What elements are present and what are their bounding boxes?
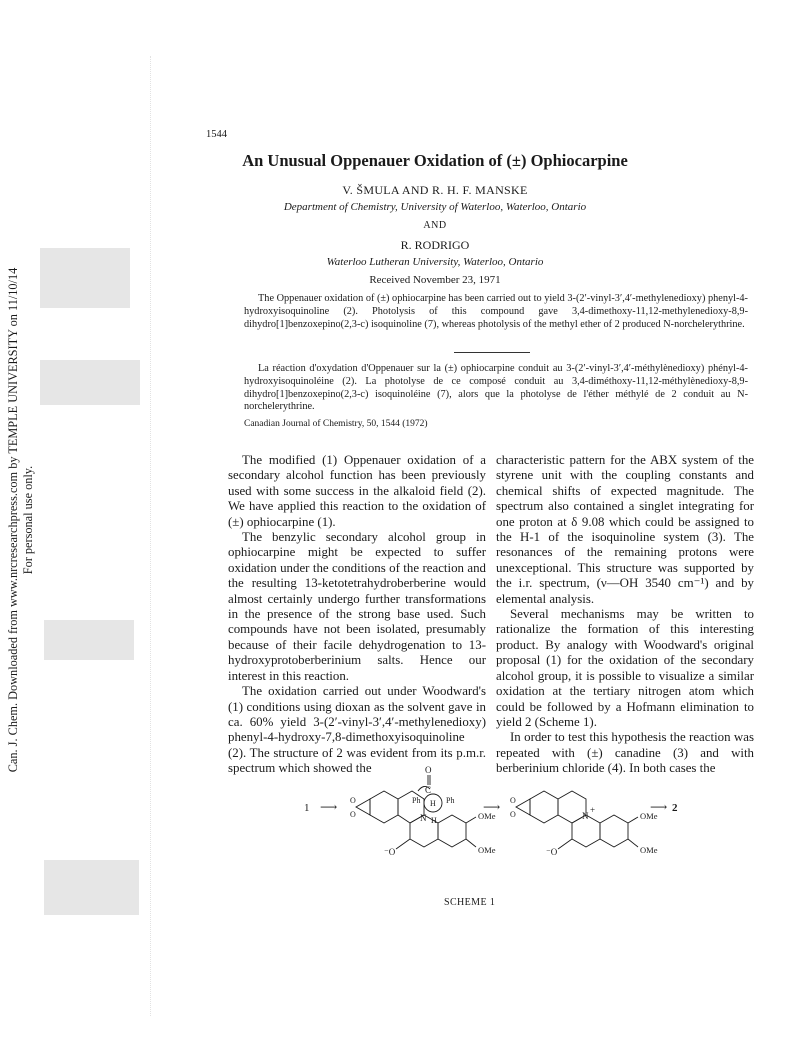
authors-line-1: V. ŠMULA AND R. H. F. MANSKE [342, 183, 528, 197]
benzene-ring [530, 791, 558, 823]
page-number: 1544 [206, 129, 227, 140]
scheme-1-diagram [290, 765, 690, 892]
received-date: Received November 23, 1971 [369, 274, 501, 286]
authors-line-2: R. RODRIGO [400, 238, 470, 252]
methoxy-bond [628, 817, 638, 823]
scheme-caption: SCHEME 1 [444, 897, 496, 908]
scan-speck [44, 860, 139, 915]
nitrogen-atom: N [420, 813, 427, 823]
body-paragraph: The oxidation carried out under Woodward's (1) conditions using dioxan as the solvent gave in ca. 60% yield 3-(2′-vinyl-3′,4′-methylenedioxy) phenyl-4-hydroxy-7,8-dimethoxyisoquinoline (2). The structure of 2 was evident from its p.m.r. spectrum which showed the [228, 684, 486, 776]
methoxy-label: OMe [640, 811, 658, 821]
methoxy-label: OMe [478, 845, 496, 855]
abstract-french: La réaction d'oxydation d'Oppenauer sur la (±) ophiocarpine conduit au 3-(2′-vinyl-3′,4′-méthylènedioxy) phényl-4-hydroxyisoquinoléine (2). La photolyse de ce composé conduit au 3,4-diméthoxy-11,12-méthylènedioxy-8,9-dihydro[1]benzoxepino(2,3-c) isoquinoléine (7), alors que la photolyse de l'éther méthylé de 2 conduit au N-norchelerythrine. [244, 363, 748, 413]
reaction-arrow: ⟶ [483, 800, 501, 814]
phenoxide-right: ⁻O [546, 847, 558, 857]
reaction-arrow: ⟶ [650, 800, 668, 814]
compound-label-1: 1 [304, 802, 310, 814]
hydrogen-atom: H [431, 816, 437, 825]
phenyl-left: Ph [412, 796, 421, 805]
dioxole-ring [356, 799, 370, 815]
body-paragraph: characteristic pattern for the ABX system of the styrene unit with the coupling constants and chemical shifts of expected magnitude. The spectrum also contained a singlet integrating for one proton at δ 9.08 which could be assigned to the H-1 of the isoquinoline system (3). The resonances of the remaining protons were unexceptional. This structure was supported by the i.r. spectrum, (ν—OH 3540 cm⁻¹) and by elemental analysis. [496, 453, 754, 606]
affiliation-1: Department of Chemistry, University of Waterloo, Waterloo, Ontario [283, 201, 587, 213]
carbonyl-oxygen: O [425, 765, 432, 775]
methoxy-bond [466, 839, 476, 847]
body-paragraph: Several mechanisms may be written to rationalize the formation of this interesting product. By analogy with Woodward's original proposal (1) for the oxidation of the secondary alcohol group, it is possible to visualize a similar oxidation at the tertiary nitrogen atom which could be followed by a Hofmann elimination to yield 2 (Scheme 1). [496, 607, 754, 729]
abstract-english: The Oppenauer oxidation of (±) ophiocarpine has been carried out to yield 3-(2′-vinyl-3′,4′-methylenedioxy) phenyl-4-hydroxyisoquinoline (2). Photolysis of this compound gave 3,4-dimethoxy-11,12-methylenedioxy-8,9-dihydro[1]benzoxepino(2,3-c) isoquinoline (7), whereas photolysis of the methyl ether of 2 produced N-norchelerythrine. [244, 293, 748, 330]
abstract-divider [454, 352, 530, 353]
scan-speck [40, 360, 140, 405]
scan-guide-line [150, 56, 151, 1016]
oxide-bond [396, 839, 410, 849]
article-title: An Unusual Oppenauer Oxidation of (±) Ophiocarpine [242, 151, 628, 170]
scan-speck [40, 248, 130, 308]
and-separator: AND [423, 220, 447, 231]
phenyl-right: Ph [446, 796, 455, 805]
journal-citation: Canadian Journal of Chemistry, 50, 1544 (1972) [244, 419, 428, 429]
scan-speck [44, 620, 134, 660]
body-column-left [228, 453, 486, 777]
ring-oxygen: O [350, 796, 356, 805]
side-notice-line-2: For personal use only. [21, 465, 35, 575]
oxide-bond [558, 839, 572, 849]
carbonyl-carbon: C [425, 785, 432, 795]
body-paragraph: The benzylic secondary alcohol group in ophiocarpine might be expected to suffer oxidation under the conditions of the reaction and the resulting 13-ketotetrahydroberberine would almost certainly undergo further transformations in the presence of the strong base used. Such compounds have not been isolated, presumably because of their facile dehydrogenation to 13-hydroxyprotoberberinium salts. Hence our interest in this reaction. [228, 530, 486, 683]
affiliation-2: Waterloo Lutheran University, Waterloo, Ontario [326, 256, 544, 268]
body-paragraph: The modified (1) Oppenauer oxidation of a secondary alcohol function has been previously used with some success in the alkaloid field (2). We have applied this reaction to the oxidation of (±) ophiocarpine (1). [228, 453, 486, 529]
side-download-notice [2, 200, 40, 840]
body-paragraph: In order to test this hypothesis the reaction was repeated with (±) canadine (3) and with berberinium chloride (4). In both cases the [496, 730, 754, 776]
transferred-hydrogen: H [430, 799, 436, 808]
benzene-ring [438, 815, 466, 847]
reaction-arrow: ⟶ [320, 800, 338, 814]
dioxole-ring [516, 799, 530, 815]
methoxy-label: OMe [478, 811, 496, 821]
ring-oxygen: O [510, 810, 516, 819]
side-notice-line-1: Can. J. Chem. Downloaded from www.nrcresearchpress.com by TEMPLE UNIVERSITY on 11/10/14 [6, 267, 20, 773]
body-column-right [496, 453, 754, 777]
benzene-ring [600, 815, 628, 847]
phenoxide-left: ⁻O [384, 847, 396, 857]
methoxy-bond [628, 839, 638, 847]
compound-label-2: 2 [672, 802, 678, 814]
positive-charge: + [590, 805, 596, 815]
methoxy-bond [466, 817, 476, 823]
ring-oxygen: O [350, 810, 356, 819]
benzene-ring [370, 791, 398, 823]
iminium-nitrogen: N [582, 811, 589, 821]
ring-oxygen: O [510, 796, 516, 805]
methoxy-label: OMe [640, 845, 658, 855]
